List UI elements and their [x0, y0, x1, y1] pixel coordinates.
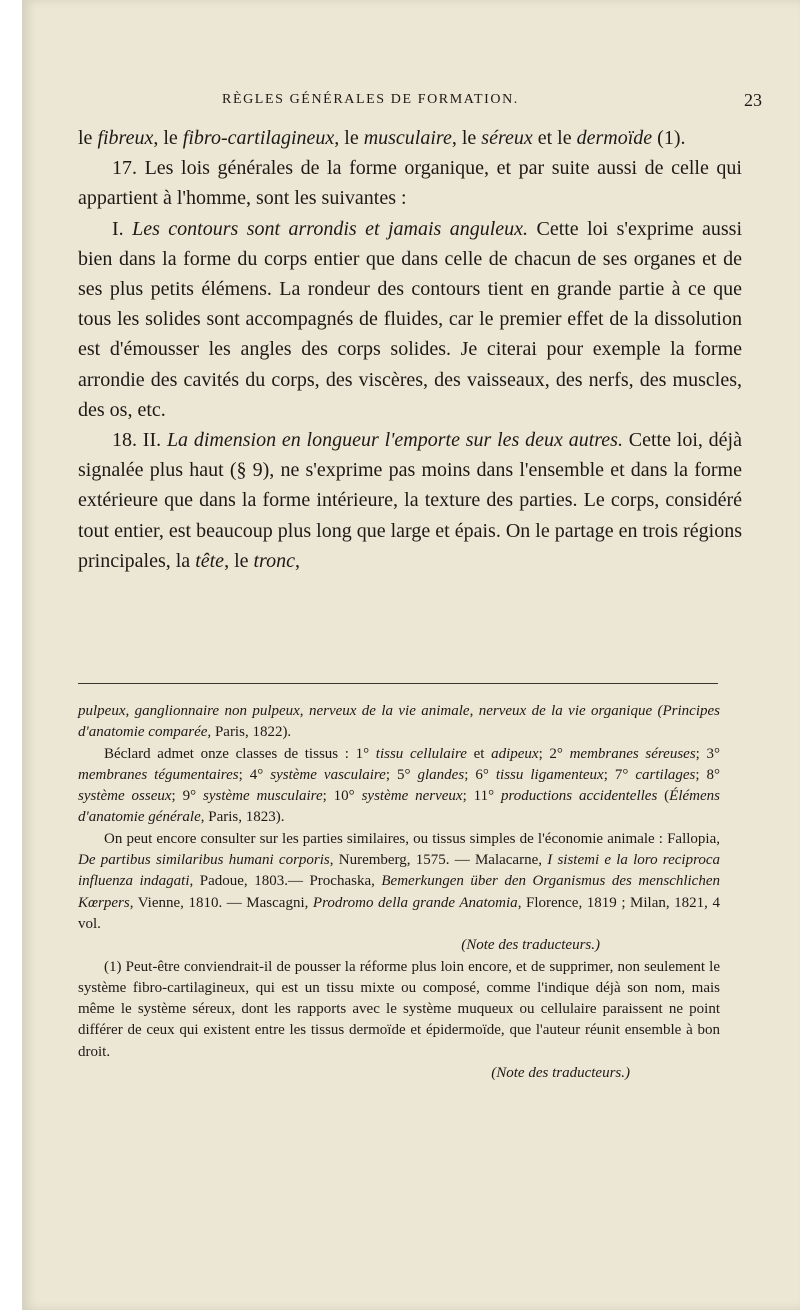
italic-text: De partibus similaribus humani corporis — [78, 852, 330, 869]
paragraph-18: 18. II. La dimension en longueur l'emporte sur les deux autres. Cette loi, déjà signalée plus haut (§ 9), ne s'exprime pas moins dans l'ensemble et dans la forme extérieure que dans la forme intérieure, la texture des parties. Le corps, considéré tout entier, est beaucoup plus long que large et épais. On le partage en trois régions principales, la tête, le tronc, — [78, 429, 742, 572]
paragraph-1: le fibreux, le fibro-cartilagineux, le musculaire, le séreux et le dermoïde (1). — [78, 127, 686, 149]
italic-text: fibreux — [97, 127, 154, 149]
italic-text: Note des traducteurs. — [466, 937, 595, 954]
italic-text: membranes tégumentaires — [78, 766, 239, 783]
footnotes — [78, 701, 720, 1084]
italic-text: Bemerkungen über den Organismus des menschlichen Kœrpers — [78, 873, 720, 911]
running-title: RÈGLES GÉNÉRALES DE FORMATION. — [222, 92, 519, 107]
footnote-signature-1: (Note des traducteurs.) — [461, 937, 600, 954]
italic-text: musculaire — [363, 127, 452, 149]
footnote-beclard: Béclard admet onze classes de tissus : 1° tissu cellulaire et adipeux; 2° membranes séreuses; 3° membranes tégumentaires; 4° système vasculaire; 5° glandes; 6° tissu ligamenteux; 7° cartilages; 8° système osseux; 9° système musculaire; 10° système nerveux; 11° productions accidentelles (Élémens d'anatomie générale, Paris, 1823). — [78, 745, 721, 826]
italic-text: tissu ligamenteux — [495, 766, 604, 783]
italic-text: Note des traducteurs. — [496, 1065, 625, 1082]
italic-text: Les contours sont arrondis et jamais anguleux. — [132, 217, 529, 240]
italic-text: système musculaire — [202, 788, 323, 805]
italic-text: système nerveux — [361, 788, 463, 805]
footnote-signature-2: (Note des traducteurs.) — [491, 1065, 630, 1082]
italic-text: membranes séreuses — [569, 745, 696, 762]
italic-text: adipeux — [491, 745, 539, 762]
footnote-references: On peut encore consulter sur les parties similaires, ou tissus simples de l'économie animale : Fallopia, De partibus similaribus humani corporis, Nuremberg, 1575. — Malacarne, I sistemi e la loro reciproca influenza indagati, Padoue, 1803.— Prochaska, Bemerkungen über den Organismus des menschlichen Kœrpers, Vienne, 1810. — Mascagni, Prodromo della grande Anatomia, Florence, 1819 ; Milan, 1821, 4 vol. — [78, 830, 721, 932]
paragraph-17: 17. Les lois générales de la forme organique, et par suite aussi de celle qui appartient à l'homme, sont les suivantes : — [78, 157, 742, 210]
italic-text: tissu cellulaire — [375, 745, 467, 762]
italic-text: glandes — [417, 766, 465, 783]
book-page — [22, 0, 800, 1310]
italic-text: Prodromo della grande Anatomia — [312, 894, 518, 911]
italic-text: système osseux — [78, 788, 172, 805]
italic-text: dermoïde — [576, 127, 653, 149]
italic-text: La dimension en longueur l'emporte sur les deux autres. — [166, 429, 623, 452]
italic-text: tronc — [253, 549, 295, 572]
italic-text: productions accidentelles — [500, 788, 658, 805]
main-text — [78, 123, 742, 576]
italic-text: séreux — [481, 127, 533, 149]
footnote-separator — [78, 683, 718, 684]
italic-text: pulpeux, ganglionnaire non pulpeux, nerveux de la vie animale, nerveux de la vie organique (Principes d'anatomie comparée, — [78, 703, 720, 741]
footnote-1: (1) Peut-être conviendrait-il de pousser la réforme plus loin encore, et de supprimer, non seulement le système fibro-cartilagineux, qui est un tissu mixte ou composé, comme l'indique déjà son nom, mais même le système séreux, dont les rapports avec le système muqueux ou cellulaire paraissent ne point différer de ceux qui existent entre les tissus dermoïde et épidermoïde, que l'auteur réunit ensemble à bon droit. — [78, 958, 720, 1060]
italic-text: I sistemi e la loro reciproca influenza indagati — [78, 852, 721, 890]
italic-text: tête — [195, 549, 225, 572]
footnote-continuation: pulpeux, ganglionnaire non pulpeux, nerveux de la vie animale, nerveux de la vie organique (Principes d'anatomie comparée, Paris, 1822). — [78, 703, 720, 741]
page-header — [22, 92, 800, 114]
paragraph-law-1: I. Les contours sont arrondis et jamais anguleux. Cette loi s'exprime aussi bien dans la forme du corps entier que dans celle de chacun de ses organes et de ses plus petits élémens. La rondeur des contours tient en grande partie à ce que tous les solides sont accompagnés de fluides, car le premier effet de la dissolution est d'émousser les angles des corps solides. Je citerai pour exemple la forme arrondie des cavités du corps, des viscères, des vaisseaux, des nerfs, des muscles, des os, etc. — [78, 217, 742, 421]
page-number: 23 — [744, 90, 762, 110]
italic-text: fibro-cartilagineux — [182, 127, 335, 149]
italic-text: cartilages — [635, 766, 696, 783]
italic-text: système vasculaire — [270, 766, 386, 783]
italic-text: Élémens d'anatomie générale — [78, 788, 720, 826]
